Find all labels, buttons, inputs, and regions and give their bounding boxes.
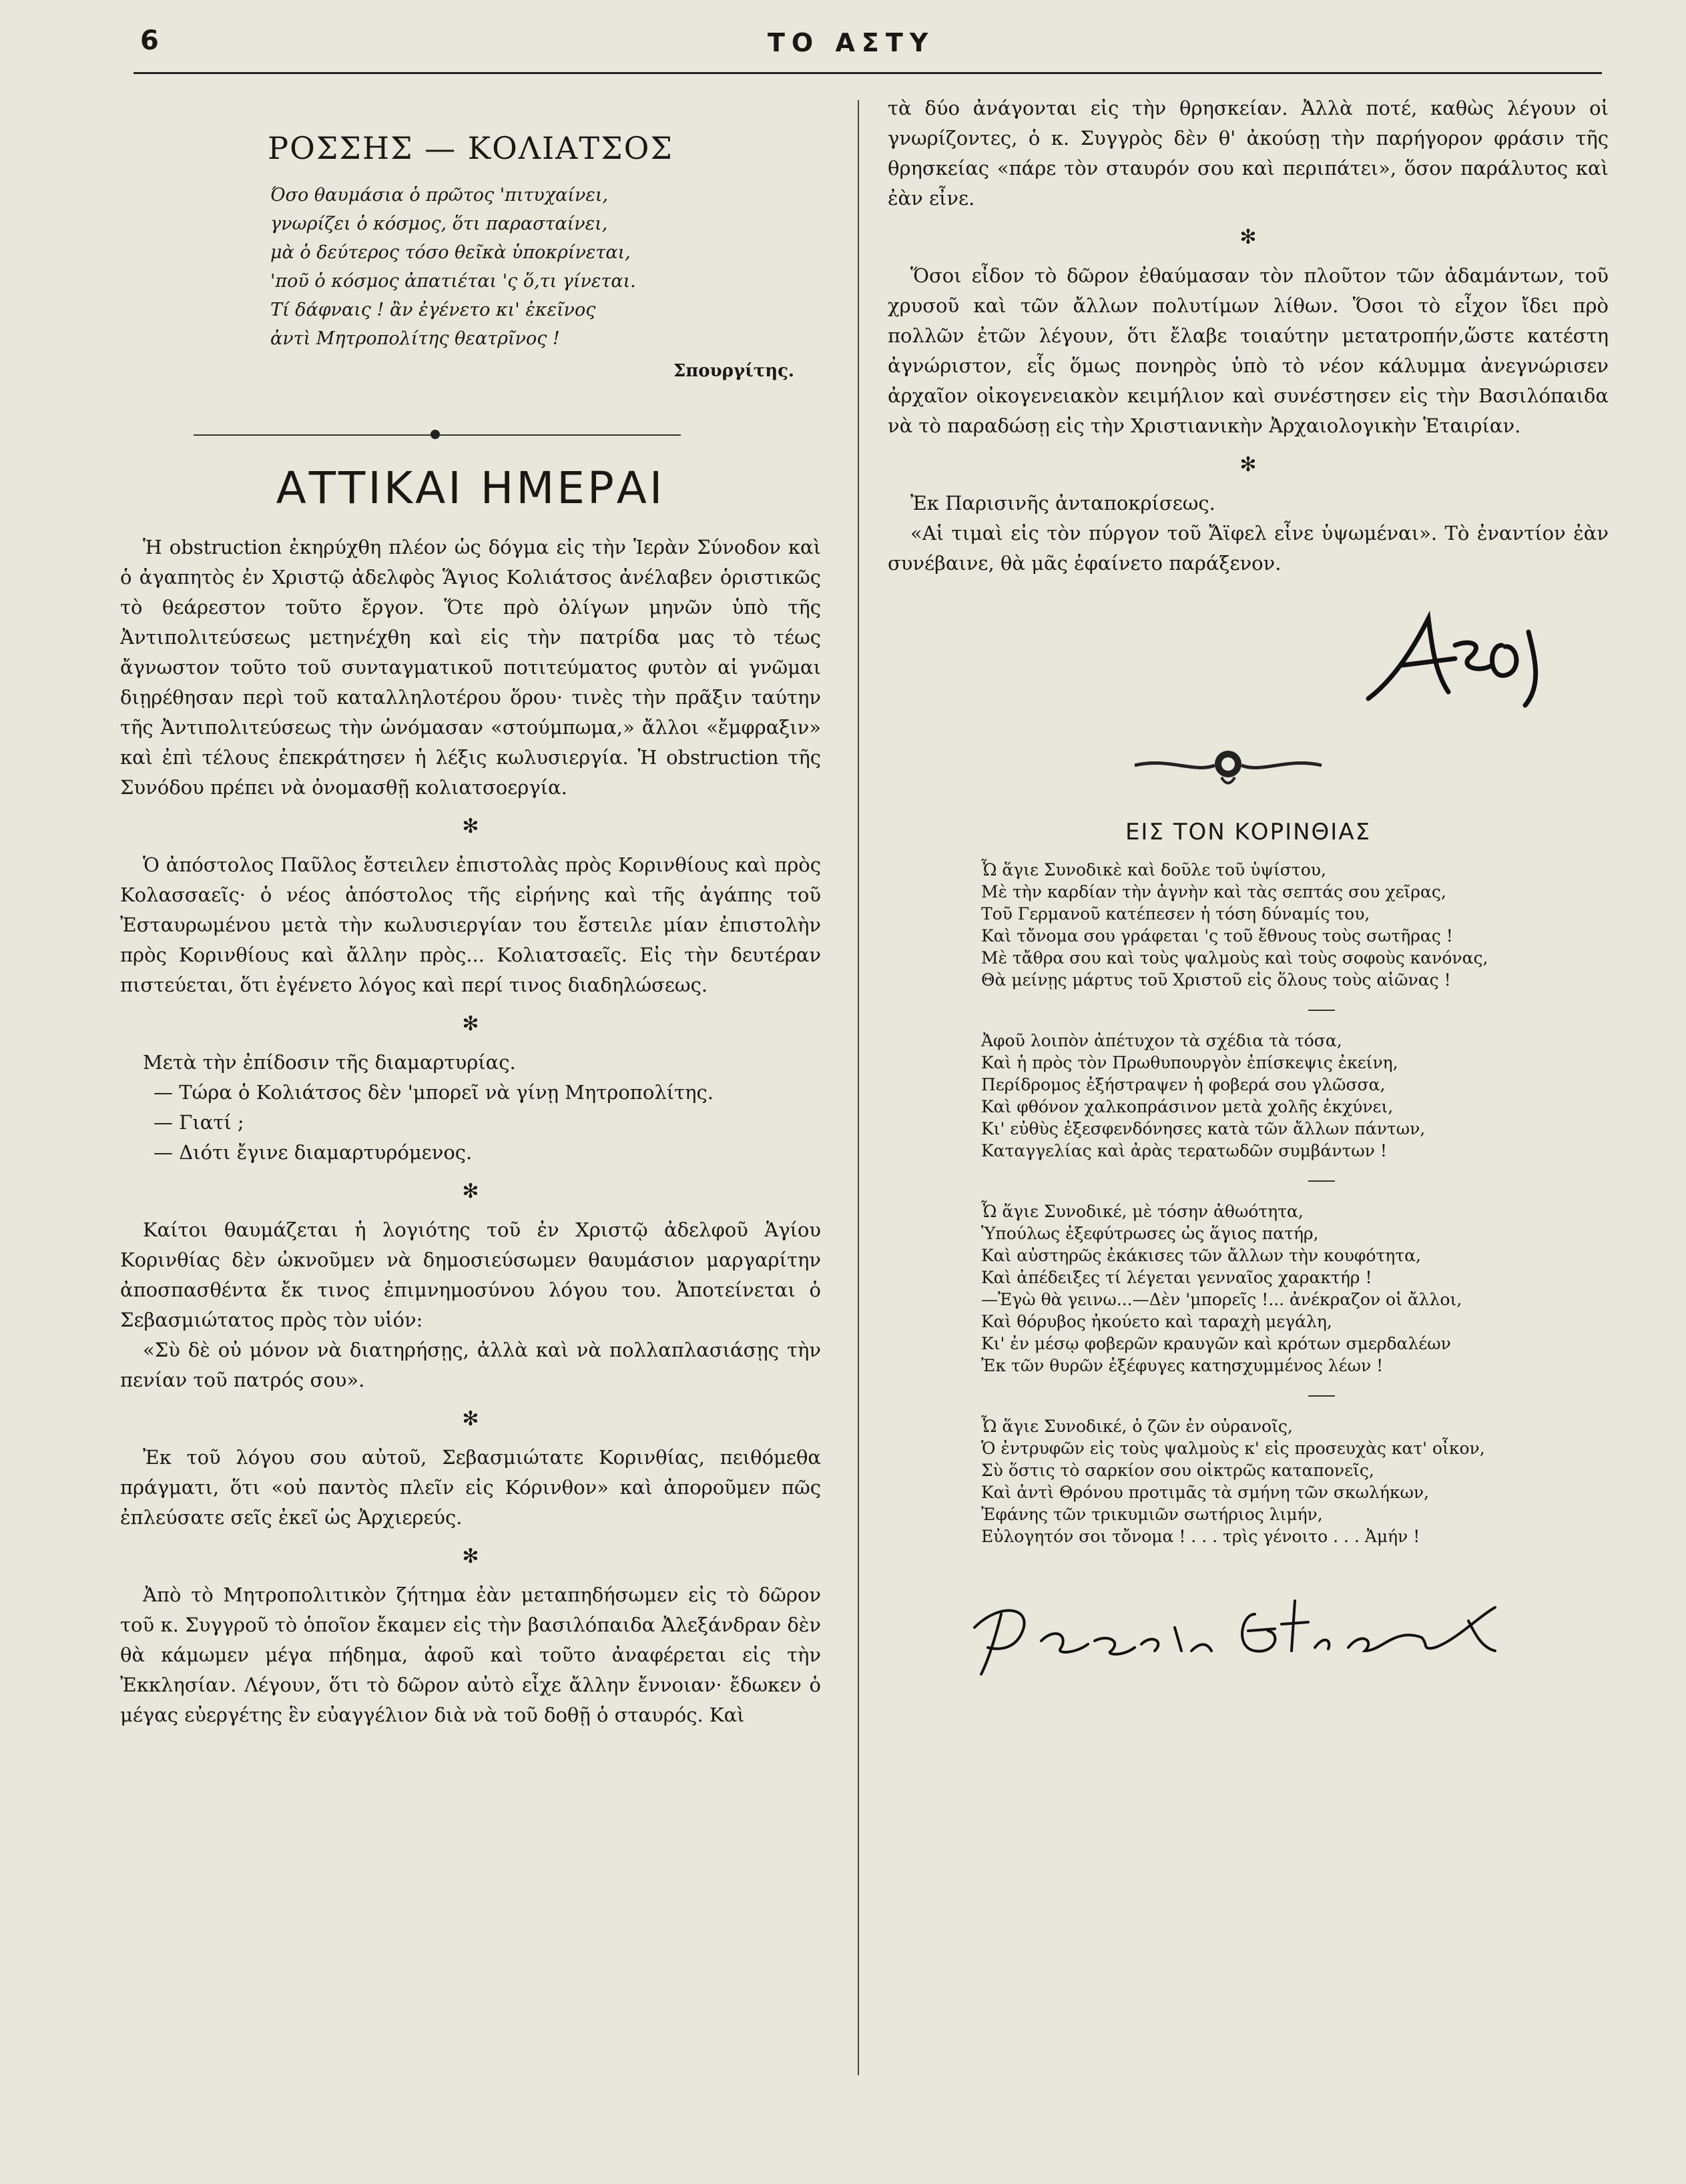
paragraph: Ἐκ Παρισινῆς ἀνταποκρίσεως. <box>910 492 1215 514</box>
stanza-separator <box>1308 1180 1335 1182</box>
article-body-continued <box>888 93 1609 579</box>
poem-line: Καὶ τὄνομα σου γράφεται 'ς τοῦ ἔθνους τοὺς σωτῆρας ! <box>981 926 1453 946</box>
poem-line: Περίδρομος ἐξήστραψεν ἡ φοβερά σου γλῶσσα, <box>981 1075 1386 1094</box>
poem-signature: Σπουργίτης. <box>673 361 794 381</box>
paragraph: Ἡ obstruction ἐκηρύχθη πλέον ὡς δόγμα εἰς τὴν Ἱερὰν Σύνοδον καὶ ὁ ἀγαπητὸς ἐν Χριστῷ ἀδελφὸς Ἅγιος Κολιάτσος ἀνέλαβεν ὁριστικῶς τὸ θεάρεστον τοῦτο ἔργον. Ὅτε πρὸ ὀλίγων μηνῶν ὑπὸ τῆς Ἀντιπολιτεύσεως μετηνέχθη καὶ εἰς τὴν πατρίδα μας τὸ τέως ἄγνωστον τοῦτο τοῦ συνταγματικοῦ ποτιτεύματος φυτὸν αἱ γνῶμαι διῃρέθησαν περὶ τοῦ καταλληλοτέρου ὅρου· τινὲς τὴν πρᾶξιν ταύτην τῆς Ἀντιπολιτεύσεως τὴν ὠνόμασαν «στούμπωμα,» ἄλλοι «ἔμφραξιν» καὶ ἐπὶ τέλους ἐπεκράτησεν ἡ λέξις κωλυσιεργία. Ἡ obstruction τῆς Συνόδου πρέπει νὰ ὀνομασθῇ κολιατσοεργία. <box>120 536 821 799</box>
poem-line: Ἐφάνης τῶν τρικυμιῶν σωτήριος λιμήν, <box>981 1505 1323 1524</box>
article-body <box>120 532 821 1730</box>
column-divider <box>858 100 859 2075</box>
poem-line: Καὶ φθόνον χαλκοπράσινον μετὰ χολῆς ἐκχύνει, <box>981 1097 1394 1116</box>
handwritten-signature-icon <box>1355 605 1555 719</box>
poem-line: Τί δάφναις ! ἂν ἐγένετο κι' ἐκεῖνος <box>270 300 596 320</box>
poem-line: μὰ ὁ δεύτερος τόσο θεῖκὰ ὑποκρίνεται, <box>270 242 631 263</box>
poem-line: Σὺ ὅστις τὸ σαρκίον σου οἰκτρῶς καταπονεῖς, <box>981 1461 1374 1480</box>
stanza-separator <box>1308 1395 1335 1397</box>
paragraph: Ἐκ τοῦ λόγου σου αὐτοῦ, Σεβασμιώτατε Κορινθίας, πειθόμεθα πράγματι, ὅτι «οὐ παντὸς πλεῖν εἰς Κόρινθον» καὶ ἀποροῦμεν πῶς ἐπλεύσατε σεῖς ἐκεῖ ὡς Ἀρχιερεύς. <box>120 1446 821 1529</box>
section-title: ΑΤΤΙΚΑΙ ΗΜΕΡΑΙ <box>276 462 665 514</box>
section-divider <box>194 421 681 448</box>
poem-line: Θὰ μείνῃς μάρτυς τοῦ Χριστοῦ εἰς ὅλους τοὺς αἰῶνας ! <box>981 970 1451 990</box>
satirical-poem <box>888 859 1609 1547</box>
dialog-line: — Διότι ἔγινε διαμαρτυρόμενος. <box>154 1141 473 1164</box>
handwritten-signature-icon <box>961 1587 1535 1681</box>
poem-line: Κι' ἐν μέσῳ φοβερῶν κραυγῶν καὶ κρότων σμερδαλέων <box>981 1334 1451 1353</box>
poem-line: Κι' εὐθὺς ἐξεσφενδόνησες κατὰ τῶν ἄλλων πάντων, <box>981 1119 1426 1138</box>
paragraph: Ὁ ἀπόστολος Παῦλος ἔστειλεν ἐπιστολὰς πρὸς Κορινθίους καὶ πρὸς Κολασσαεῖς· ὁ νέος ἀπόστολος τῆς εἰρήνης καὶ τῆς ἀγάπης τοῦ Ἐσταυρωμένου μετὰ τὴν κωλυσιεργίαν του ἔστειλε μίαν ἐπιστολὴν πρὸς Κορινθίους καὶ ἄλλην πρὸς... Κολιατσαεῖς. Εἰς τὴν δευτέραν πιστεύεται, ὅτι ἐγένετο λόγος καὶ περί τινος διαδηλώσεως. <box>120 853 821 996</box>
poem-line: Ὑπούλως ἐξεφύτρωσες ὡς ἅγιος πατήρ, <box>981 1224 1319 1243</box>
poem-line: Εὐλογητόν σοι τὄνομα ! . . . τρὶς γένοιτο . . . Ἀμήν ! <box>981 1527 1420 1546</box>
poem-line: —Ἐγὼ θὰ γεινω...—Δὲν 'μπορεῖς !... ἀνέκραζον οἱ ἄλλοι, <box>981 1290 1462 1309</box>
asterism-icon: ✻ <box>462 1012 479 1036</box>
poem-line: Καὶ ἀντὶ Θρόνου προτιμᾶς τὰ σμήνη τῶν σκωλήκων, <box>981 1483 1429 1502</box>
paragraph: Καίτοι θαυμάζεται ἡ λογιότης τοῦ ἐν Χριστῷ ἀδελφοῦ Ἁγίου Κορινθίας δὲν ὠκνοῦμεν νὰ δημοσιεύσωμεν θαυμάσιον μαργαρίτην ἀποσπασθέντα ἔκ τινος ἐπιμνημοσύνου λόγου του. Ἀποτείνεται ὁ Σεβασμιώτατος πρὸς τὸν υἱόν: <box>120 1218 821 1331</box>
paragraph: Μετὰ τὴν ἐπίδοσιν τῆς διαμαρτυρίας. <box>143 1051 516 1074</box>
epigram-poem <box>120 181 821 353</box>
header-rule <box>133 72 1602 74</box>
poem-line: Καταγγελίας καὶ ἀρὰς τερατωδῶν συμβάντων ! <box>981 1141 1387 1160</box>
poem-line: Ἀφοῦ λοιπὸν ἀπέτυχον τὰ σχέδια τὰ τόσα, <box>981 1031 1342 1050</box>
dialog-line: — Τώρα ὁ Κολιάτσος δὲν 'μπορεῖ νὰ γίνῃ Μητροπολίτης. <box>154 1081 714 1104</box>
poem-line: Ὁ ἐντρυφῶν εἰς τοὺς ψαλμοὺς κ' εἰς προσευχὰς κατ' οἶκον, <box>981 1439 1485 1458</box>
asterism-icon: ✻ <box>462 1407 479 1431</box>
poem-line: ἀντὶ Μητροπολίτης θεατρῖνος ! <box>270 328 560 349</box>
ornament-icon <box>1128 739 1328 792</box>
poem-line: Ἐκ τῶν θυρῶν ἐξέφυγες κατησχυμμένος λέων ! <box>981 1356 1384 1375</box>
left-column <box>120 117 821 1730</box>
paragraph: Ἀπὸ τὸ Μητροπολιτικὸν ζήτημα ἐὰν μεταπηδήσωμεν εἰς τὸ δῶρον τοῦ κ. Συγγροῦ τὸ ὁποῖον ἔκαμεν εἰς τὴν βασιλόπαιδα Ἀλεξάνδραν δὲν θὰ κάμωμεν μέγα πήδημα, ἀφοῦ καὶ τοῦτο ἀναφέρεται εἰς τὴν Ἐκκλησίαν. Λέγουν, ὅτι τὸ δῶρον αὐτὸ εἶχε ἄλλην ἔννοιαν· ἔδωκεν ὁ μέγας εὐεργέτης ἓν εὐαγγέλιον διὰ νὰ τοῦ δοθῇ ὁ σταυρός. Καὶ <box>120 1583 821 1726</box>
poem-line: Καὶ ἀπέδειξες τί λέγεται γενναῖος χαρακτήρ ! <box>981 1268 1372 1287</box>
poem-line: Ὦ ἅγιε Συνοδικέ, μὲ τόσην ἀθωότητα, <box>981 1202 1304 1221</box>
asterism-icon: ✻ <box>462 1180 479 1203</box>
newspaper-title: ΤΟ ΑΣΤΥ <box>768 28 935 57</box>
poem-line: Ὦ ἅγιε Συνοδικέ, ὁ ζῶν ἐν οὐρανοῖς, <box>981 1417 1293 1436</box>
poem-line: Καὶ ἡ πρὸς τὸν Πρωθυπουργὸν ἐπίσκεψις ἐκείνη, <box>981 1053 1398 1072</box>
asterism-icon: ✻ <box>1239 453 1257 476</box>
paragraph: Ὅσοι εἶδον τὸ δῶρον ἐθαύμασαν τὸν πλοῦτον τῶν ἀδαμάντων, τοῦ χρυσοῦ καὶ τῶν ἄλλων πολυτίμων λίθων. Ὅσοι τὸ εἶχον ἴδει πρὸ πολλῶν ἐτῶν λέγουν, ὅτι ἔλαβε τοιαύτην μετατροπήν,ὥστε κατέστη ἀγνώριστον, εἷς ὅμως πονηρὸς ὑπὸ τὸ νέον κάλυμμα ἀνεγνώρισεν ἀρχαῖον οἰκογενειακὸν κειμήλιον καὶ συνέστησεν εἰς τὴν Βασιλόπαιδα νὰ τὸ παραδώσῃ εἰς τὴν Χριστιανικὴν Ἀρχαιολογικὴν Ἑταιρίαν. <box>888 264 1609 437</box>
paragraph: τὰ δύο ἀνάγονται εἰς τὴν θρησκείαν. Ἀλλὰ ποτέ, καθὼς λέγουν οἱ γνωρίζοντες, ὁ κ. Συγγρὸς δὲν θ' ἀκούσῃ τὴν παρήγορον φράσιν τῆς θρησκείας «πάρε τὸν σταυρόν σου καὶ περιπάτει», ὅσον παράλυτος καὶ ἐὰν εἶνε. <box>888 97 1609 210</box>
poem-line: Τοῦ Γερμανοῦ κατέπεσεν ἡ τόση δύναμίς του, <box>981 904 1370 924</box>
poem-line: γνωρίζει ὁ κόσμος, ὅτι παρασταίνει, <box>270 214 608 234</box>
poem-line: Μὲ τὴν καρδίαν τὴν ἁγνὴν καὶ τὰς σεπτάς σου χεῖρας, <box>981 882 1446 901</box>
stanza-separator <box>1308 1010 1335 1011</box>
right-column <box>888 93 1609 1681</box>
poem-title: ΡΟΣΣΗΣ — ΚΟΛΙΑΤΣΟΣ <box>268 130 673 166</box>
quote: «Σὺ δὲ οὐ μόνον νὰ διατηρήσῃς, ἀλλὰ καὶ νὰ πολλαπλασιάσῃς τὴν πενίαν τοῦ πατρός σου». <box>120 1339 821 1391</box>
page-number: 6 <box>140 25 159 56</box>
dialog-line: — Γιατί ; <box>154 1111 244 1134</box>
asterism-icon: ✻ <box>1239 226 1257 249</box>
poem-line: 'ποῦ ὁ κόσμος ἀπατιέται 'ς ὅ,τι γίνεται. <box>270 271 636 292</box>
asterism-icon: ✻ <box>462 1545 479 1568</box>
poem-line: Ὦ ἅγιε Συνοδικὲ καὶ δοῦλε τοῦ ὑψίστου, <box>981 860 1326 879</box>
poem-line: Μὲ τἄθρα σου καὶ τοὺς ψαλμοὺς καὶ τοὺς σοφοὺς κανόνας, <box>981 948 1488 968</box>
poem-title: ΕΙΣ ΤΟΝ ΚΟΡΙΝΘΙΑΣ <box>1125 819 1372 845</box>
poem-line: Όσο θαυμάσια ὁ πρῶτος 'πιτυχαίνει, <box>270 185 609 206</box>
paragraph: «Αἱ τιμαὶ εἰς τὸν πύργον τοῦ Ἄϊφελ εἶνε ὑψωμέναι». Τὸ ἐναντίον ἐὰν συνέβαινε, θὰ μᾶς ἐφαίνετο παράξενον. <box>888 522 1609 575</box>
poem-line: Καὶ θόρυβος ἠκούετο καὶ ταραχὴ μεγάλη, <box>981 1312 1332 1331</box>
asterism-icon: ✻ <box>462 815 479 838</box>
poem-line: Καὶ αὐστηρῶς ἐκάκισες τῶν ἄλλων τὴν κουφότητα, <box>981 1246 1421 1265</box>
